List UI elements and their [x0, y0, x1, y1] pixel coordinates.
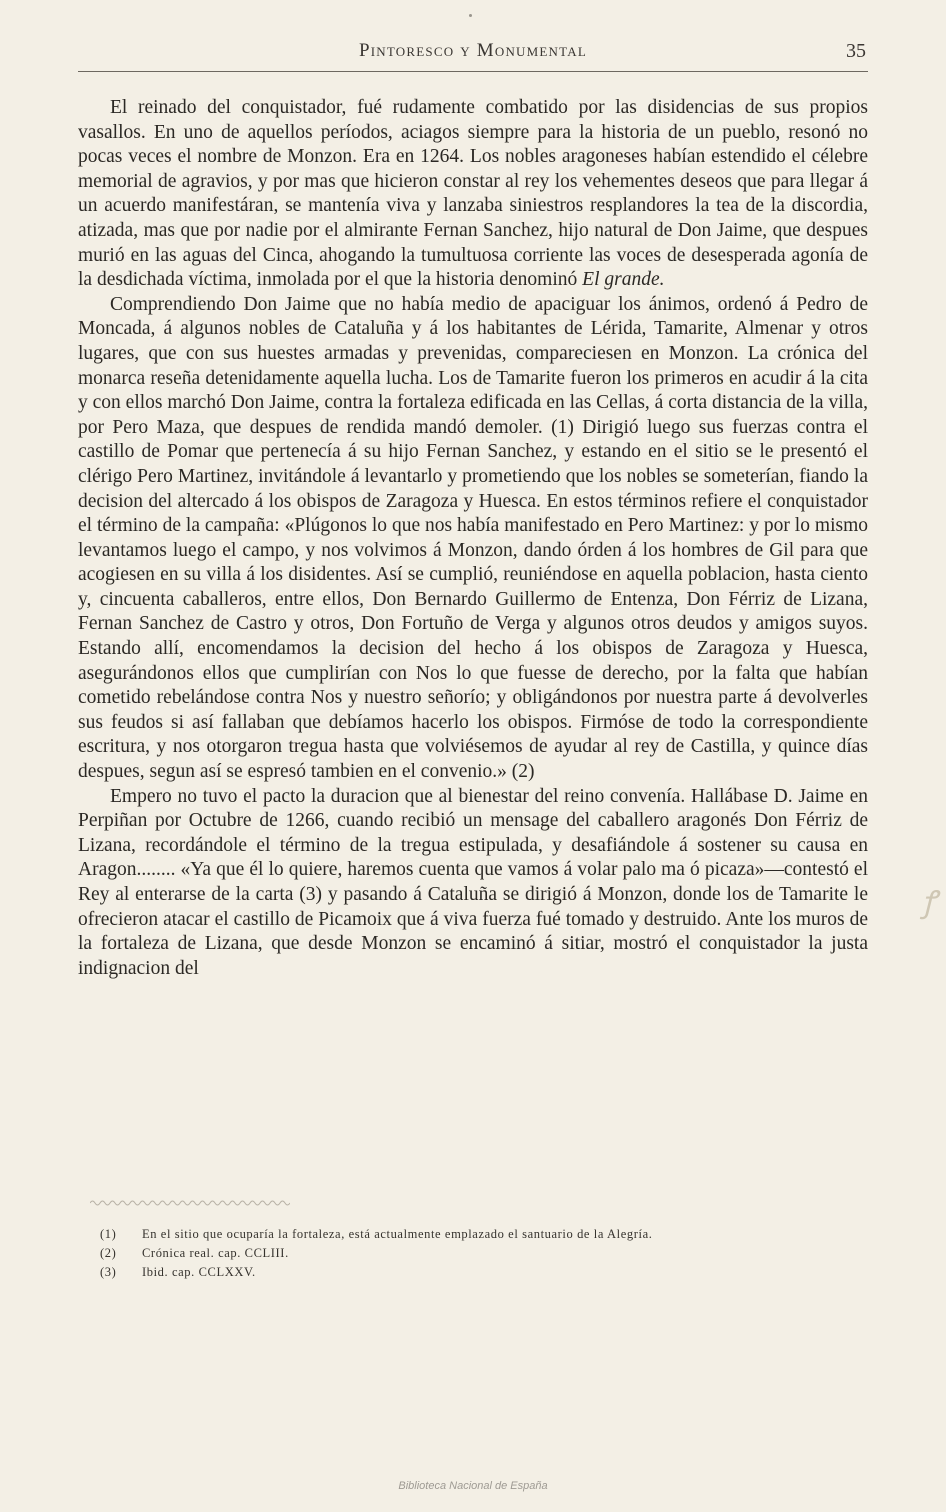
paragraph-1: [78, 96, 868, 293]
footnote-mark: (1): [100, 1227, 117, 1241]
footnote-1: [100, 1225, 820, 1244]
footnotes: [100, 1225, 820, 1282]
header-rule: [78, 71, 868, 72]
footnote-text: Ibid. cap. CCLXXV.: [142, 1265, 256, 1279]
paragraph-3: Empero no tuvo el pacto la duracion que al bienestar del reino convenía. Hallábase D. Jaime en Perpiñan por Octubre de 1266, cuando recibió un mensage del caballero aragonés Don Férriz de Lizana, recordándole el término de la tregua estipulada, y desafiándole á sostener su causa en Aragon........ «Ya que él lo quiere, haremos cuenta que vamos á volar palo ma ó picaza»—contestó el Rey al enterarse de la carta (3) y pasando á Cataluña se dirigió á Monzon, donde los de Tamarite le ofrecieron atacar el castillo de Picamoix que á viva fuerza fué tomado y destruido. Ante los muros de la fortaleza de Lizana, que desde Monzon se encaminó á sitiar, mostró el conquistador la justa indignacion del: [78, 785, 868, 979]
running-header: [78, 40, 868, 68]
paragraph-1-italic: El grande.: [582, 269, 665, 291]
running-title: Pintoresco y Monumental: [359, 40, 587, 61]
paragraph-1-text: El reinado del conquistador, fué rudamente combatido por las disidencias de sus propios vasallos. En uno de aquellos períodos, aciagos siempre para la historia de un pueblo, resonó no pocas veces el nombre de Monzon. Era en 1264. Los nobles aragoneses habían estendido el célebre memorial de agravios, y por mas que hicieron constar al rey los vehementes deseos que para llegar á un acuerdo manifestáran, se mantenía viva y lanzaba siniestros resplandores la tea de la discordia, atizada, mas que por nadie por el almirante Fernan Sanchez, hijo natural de Don Jaime, que despues murió en las aguas del Cinca, ahogando la tumultuosa corriente las voces de desesperada agonía de la desdichada víctima, inmolada por el que la historia denominó: [78, 97, 868, 291]
footnote-separator: [90, 1199, 290, 1207]
margin-pencil-mark: ꝭ: [922, 885, 937, 920]
footnote-text: En el sitio que ocuparía la fortaleza, está actualmente emplazado el santuario de la Alegría.: [142, 1227, 653, 1241]
footnote-text: Crónica real. cap. CCLIII.: [142, 1246, 289, 1260]
footnote-mark: (3): [100, 1265, 117, 1279]
footnote-3: [100, 1263, 820, 1282]
footnote-2: [100, 1244, 820, 1263]
page-number: 35: [846, 40, 866, 62]
body-text: [78, 96, 868, 981]
library-watermark: Biblioteca Nacional de España: [398, 1480, 548, 1492]
paragraph-2: Comprendiendo Don Jaime que no había medio de apaciguar los ánimos, ordenó á Pedro de Moncada, á algunos nobles de Cataluña y á los habitantes de Lérida, Tamarite, Almenar y otros lugares, que con sus huestes armadas y prevenidas, compareciesen en Monzon. La crónica del monarca reseña detenidamente aquella lucha. Los de Tamarite fueron los primeros en acudir á la cita y con ellos marchó Don Jaime, contra la fortaleza edificada en las Cellas, á corta distancia de la villa, por Pero Maza, que despues de rendida mandó demoler. (1) Dirigió luego sus fuerzas contra el castillo de Pomar que pertenecía á su hijo Fernan Sanchez, y estando en el sitio se le presentó el clérigo Pero Martinez, invitándole á levantarlo y prometiendo que los nobles se someterían, fiando la decision del altercado á los obispos de Zaragoza y Huesca. En estos términos refiere el conquistador el término de la campaña: «Plúgonos lo que nos había manifestado en Pero Martinez: y por lo mismo levantamos luego el campo, y nos volvimos á Monzon, dando órden á los hombres de Gil para que acogiesen en su villa á los disidentes. Así se cumplió, reuniéndose en aquella poblacion, hasta ciento y, cincuenta caballeros, entre ellos, Don Bernardo Guillermo de Entenza, Don Férriz de Lizana, Fernan Sanchez de Castro y otros, Don Fortuño de Verga y algunos otros deudos y amigos suyos. Estando allí, encomendamos la decision del hecho á los obispos de Zaragoza y Huesca, asegurándonos ellos que cumplirían con Nos lo que fuesse de derecho, por la falta que habían cometido rebelándose contra Nos y nuestro señorío; y obligándonos por nuestra parte á devolverles sus feudos si así fallaban que debíamos hacerlo los obispos. Firmóse de todo la correspondiente escritura, y nos otorgaron tregua hasta que volviésemos de ayudar al rey de Castilla, y quince días despues, segun así se espresó tambien en el convenio.» (2): [78, 293, 868, 783]
ink-dot: [469, 14, 472, 17]
footnote-mark: (2): [100, 1246, 117, 1260]
